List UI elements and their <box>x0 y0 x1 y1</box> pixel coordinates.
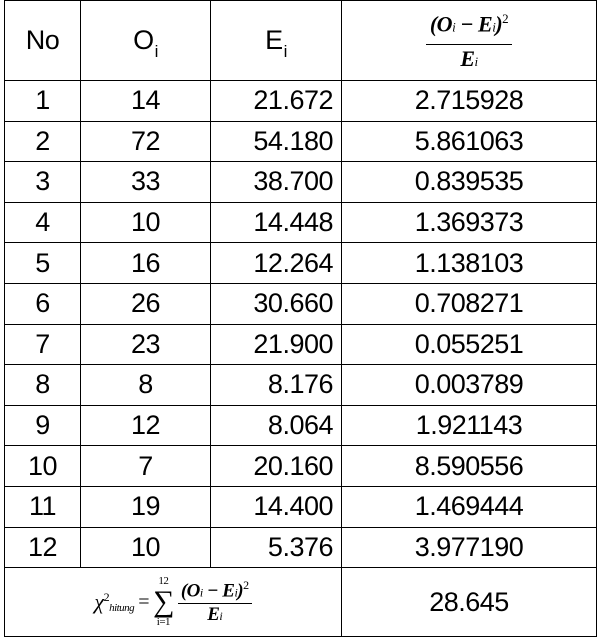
chi-component-value: 0.839535 <box>342 162 597 203</box>
sum-upper-limit: 12 <box>158 575 169 588</box>
header-observed <box>81 1 211 81</box>
expected-value: 14.448 <box>211 202 342 243</box>
chi-component-value: 1.921143 <box>342 405 597 446</box>
table-row <box>5 121 597 162</box>
row-number: 7 <box>5 324 81 365</box>
formula-fraction: $(Oi - Ei)^2$ Ei <box>178 578 252 626</box>
expected-value: 20.160 <box>211 446 342 487</box>
table-row <box>5 283 597 324</box>
expected-value: 21.672 <box>211 81 342 122</box>
expected-value: 8.064 <box>211 405 342 446</box>
equals-sign: = <box>138 590 149 613</box>
chi-component-value: 5.861063 <box>342 121 597 162</box>
header-expected <box>211 1 342 81</box>
row-number: 1 <box>5 81 81 122</box>
table-row <box>5 162 597 203</box>
chi-square-formula <box>5 576 341 628</box>
header-formula-fraction: $\frac{(Oi - Ei)^2}{Ei}$ <box>426 5 512 75</box>
table-row <box>5 486 597 527</box>
expected-value: 14.400 <box>211 486 342 527</box>
chi-square-table <box>4 0 597 637</box>
observed-value: 23 <box>81 324 211 365</box>
chi-component-value: 0.055251 <box>342 324 597 365</box>
row-number: 9 <box>5 405 81 446</box>
header-e-letter: E <box>265 25 283 55</box>
expected-value: 38.700 <box>211 162 342 203</box>
header-row <box>5 1 597 81</box>
expected-value: 30.660 <box>211 283 342 324</box>
table-row <box>5 527 597 568</box>
chi-square-total: 28.645 <box>342 568 597 637</box>
row-number: 12 <box>5 527 81 568</box>
table-row <box>5 243 597 284</box>
expected-value: 8.176 <box>211 365 342 406</box>
header-no: No <box>5 1 81 81</box>
observed-value: 26 <box>81 283 211 324</box>
observed-value: 10 <box>81 202 211 243</box>
expected-value: 5.376 <box>211 527 342 568</box>
row-number: 10 <box>5 446 81 487</box>
chi-component-value: 8.590556 <box>342 446 597 487</box>
expected-value: 54.180 <box>211 121 342 162</box>
chi-component-value: 3.977190 <box>342 527 597 568</box>
observed-value: 14 <box>81 81 211 122</box>
row-number: 3 <box>5 162 81 203</box>
chi-symbol: χ <box>94 589 104 615</box>
table-row <box>5 446 597 487</box>
observed-value: 12 <box>81 405 211 446</box>
chi-superscript: 2 <box>103 590 110 605</box>
header-o-subscript: i <box>154 42 158 61</box>
sum-lower-limit: i=1 <box>156 616 171 629</box>
total-row <box>5 568 597 637</box>
observed-value: 8 <box>81 365 211 406</box>
observed-value: 33 <box>81 162 211 203</box>
chi-component-value: 0.003789 <box>342 365 597 406</box>
row-number: 8 <box>5 365 81 406</box>
chi-square-label <box>94 589 134 615</box>
table-row <box>5 202 597 243</box>
chi-subscript: hitung <box>109 602 135 615</box>
chi-component-value: 1.369373 <box>342 202 597 243</box>
header-o-letter: O <box>133 25 154 55</box>
expected-value: 12.264 <box>211 243 342 284</box>
row-number: 5 <box>5 243 81 284</box>
expected-value: 21.900 <box>211 324 342 365</box>
row-number: 11 <box>5 486 81 527</box>
chi-component-value: 2.715928 <box>342 81 597 122</box>
table-row <box>5 324 597 365</box>
observed-value: 10 <box>81 527 211 568</box>
observed-value: 19 <box>81 486 211 527</box>
chi-component-value: 0.708271 <box>342 283 597 324</box>
header-e-subscript: i <box>283 42 287 61</box>
sigma-symbol: ∑ <box>152 585 174 619</box>
observed-value: 7 <box>81 446 211 487</box>
table-row <box>5 405 597 446</box>
row-number: 4 <box>5 202 81 243</box>
chi-component-value: 1.138103 <box>342 243 597 284</box>
row-number: 2 <box>5 121 81 162</box>
table-row <box>5 81 597 122</box>
table-row <box>5 365 597 406</box>
row-number: 6 <box>5 283 81 324</box>
total-formula-cell <box>5 568 342 637</box>
observed-value: 16 <box>81 243 211 284</box>
summation <box>153 576 174 628</box>
chi-component-value: 1.469444 <box>342 486 597 527</box>
header-formula <box>342 1 597 81</box>
observed-value: 72 <box>81 121 211 162</box>
